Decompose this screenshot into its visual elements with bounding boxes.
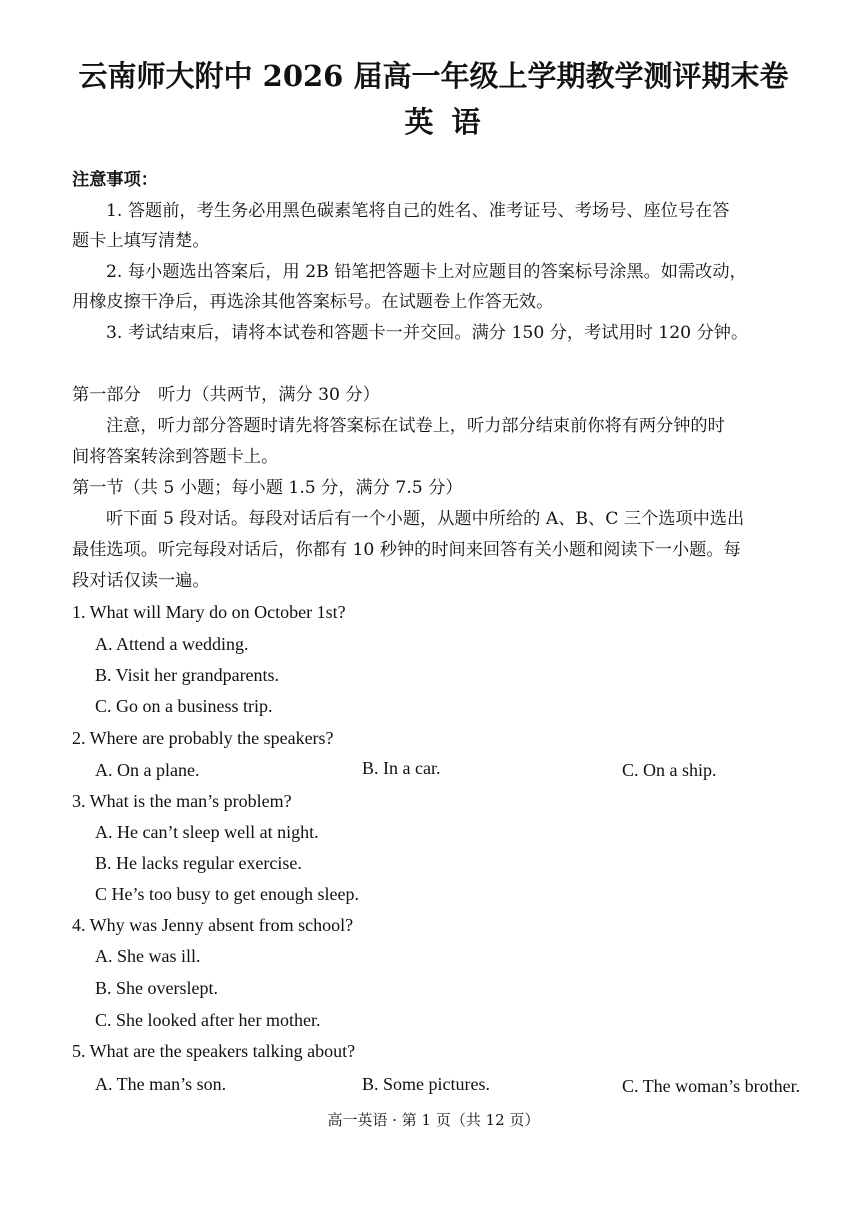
exam-title: 云南师大附中 2026 届高一年级上学期教学测评期末卷 xyxy=(78,59,789,93)
notice-item: 用橡皮擦干净后，再选涂其他答案标号。在试题卷上作答无效。 xyxy=(72,292,554,312)
option: B. He lacks regular exercise. xyxy=(95,853,302,873)
section1-instruction: 最佳选项。听完每段对话后，你都有 10 秒钟的时间来回答有关小题和阅读下一小题。每 xyxy=(72,540,741,560)
question-stem: 4. Why was Jenny absent from school? xyxy=(72,915,354,935)
option: C. She looked after her mother. xyxy=(95,1010,321,1030)
section1-instruction: 段对话仅读一遍。 xyxy=(72,571,210,591)
question-stem: 5. What are the speakers talking about? xyxy=(72,1041,356,1061)
question-stem: 2. Where are probably the speakers? xyxy=(72,728,334,748)
option: A. On a plane. xyxy=(95,760,200,780)
part1-note: 注意，听力部分答题时请先将答案标在试卷上，听力部分结束前你将有两分钟的时 xyxy=(106,416,725,436)
option: C. On a ship. xyxy=(622,760,717,780)
notice-item: 题卡上填写清楚。 xyxy=(72,231,210,251)
option: B. Some pictures. xyxy=(362,1074,490,1094)
subject-title: 英语 xyxy=(404,105,499,139)
page-footer: 高一英语 · 第 1 页（共 12 页） xyxy=(327,1111,540,1129)
option: A. He can’t sleep well at night. xyxy=(95,822,319,842)
notice-heading: 注意事项： xyxy=(72,170,158,190)
option: C. Go on a business trip. xyxy=(95,696,273,716)
section1-instruction: 听下面 5 段对话。每段对话后有一个小题，从题中所给的 A、B、C 三个选项中选出 xyxy=(106,509,745,529)
option: A. Attend a wedding. xyxy=(95,634,249,654)
section1-heading: 第一节（共 5 小题；每小题 1.5 分，满分 7.5 分） xyxy=(72,478,463,498)
option: C. The woman’s brother. xyxy=(622,1076,801,1096)
part1-heading: 第一部分 听力（共两节，满分 30 分） xyxy=(72,385,380,405)
notice-item: 2. 每小题选出答案后，用 2B 铅笔把答题卡上对应题目的答案标号涂黑。如需改动， xyxy=(106,262,747,282)
option: B. Visit her grandparents. xyxy=(95,665,280,685)
notice-item: 3. 考试结束后，请将本试卷和答题卡一并交回。满分 150 分，考试用时 120 分钟。 xyxy=(106,323,749,343)
option: A. The man’s son. xyxy=(95,1074,227,1094)
question-stem: 1. What will Mary do on October 1st? xyxy=(72,602,346,622)
question-stem: 3. What is the man’s problem? xyxy=(72,791,292,811)
option: B. In a car. xyxy=(362,758,441,778)
option: B. She overslept. xyxy=(95,978,218,998)
option: A. She was ill. xyxy=(95,946,201,966)
part1-note: 间将答案转涂到答题卡上。 xyxy=(72,447,279,467)
notice-item: 1. 答题前，考生务必用黑色碳素笔将自己的姓名、准考证号、考场号、座位号在答 xyxy=(106,201,730,221)
option: C He’s too busy to get enough sleep. xyxy=(95,884,359,904)
